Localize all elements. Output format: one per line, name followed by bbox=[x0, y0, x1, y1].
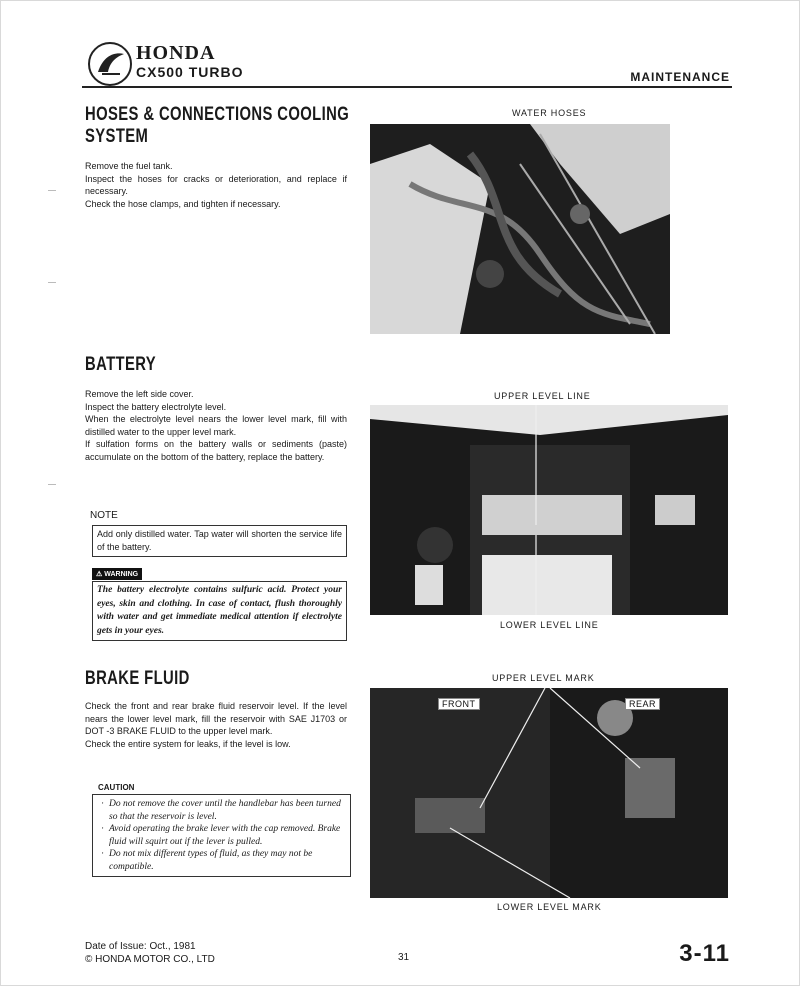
battery-body bbox=[85, 388, 347, 463]
header-rule bbox=[82, 86, 732, 88]
brake-body bbox=[85, 700, 347, 750]
model-name: CX500 TURBO bbox=[136, 64, 244, 80]
hoses-line: Check the hose clamps, and tighten if necessary. bbox=[85, 198, 281, 209]
lower-level-line-caption: LOWER LEVEL LINE bbox=[500, 620, 599, 630]
brake-para: Check the entire system for leaks, if the level is low. bbox=[85, 738, 291, 749]
upper-level-line-caption: UPPER LEVEL LINE bbox=[494, 391, 591, 401]
footer-info bbox=[85, 940, 215, 966]
honda-wing-logo-icon bbox=[88, 42, 132, 86]
margin-mark bbox=[48, 484, 56, 485]
hoses-body bbox=[85, 160, 347, 210]
water-hoses-photo bbox=[370, 124, 670, 334]
caution-box bbox=[92, 794, 351, 877]
upper-level-mark-caption: UPPER LEVEL MARK bbox=[492, 673, 595, 683]
hoses-heading-line2: SYSTEM bbox=[85, 126, 149, 147]
warning-icon: ⚠ bbox=[96, 571, 103, 578]
margin-mark bbox=[48, 190, 56, 191]
note-box: Add only distilled water. Tap water will shorten the service life of the battery. bbox=[92, 525, 347, 557]
caution-item-text: Avoid operating the brake lever with the cap removed. Brake fluid will squirt out if the lever is pulled. bbox=[109, 824, 341, 847]
battery-line: If sulfation forms on the battery walls or sediments (paste) accumulate on the bottom of the battery, replace the battery. bbox=[85, 439, 347, 462]
issue-date: Date of Issue: Oct., 1981 bbox=[85, 941, 196, 952]
battery-line: Inspect the battery electrolyte level. bbox=[85, 401, 227, 412]
warning-box: The battery electrolyte contains sulfuric acid. Protect your eyes, skin and clothing. In case of contact, flush thoroughly with water and get immediate medical attention if electrolyte gets in your eyes. bbox=[92, 581, 347, 641]
section-title: MAINTENANCE bbox=[630, 70, 730, 84]
caution-item: · Do not mix different types of fluid, as they may not be compatible. bbox=[101, 848, 346, 873]
water-hoses-caption: WATER HOSES bbox=[512, 108, 587, 118]
warning-label: WARNING bbox=[104, 571, 139, 578]
brake-para: Check the front and rear brake fluid reservoir level. If the level nears the lower level mark, fill the reservoir with SAE J1703 or DOT -3 BRAKE FLUID to the upper level mark. bbox=[85, 701, 347, 736]
front-label: FRONT bbox=[438, 698, 480, 710]
brand-name: HONDA bbox=[136, 42, 216, 64]
battery-line: When the electrolyte level nears the lower level mark, fill with distilled water to the upper level mark. bbox=[85, 414, 347, 437]
warning-tag bbox=[92, 568, 142, 580]
section-page-number: 3-11 bbox=[679, 940, 730, 967]
battery-line: Remove the left side cover. bbox=[85, 389, 194, 399]
hoses-heading-line1: HOSES & CONNECTIONS COOLING bbox=[85, 104, 350, 125]
hoses-line: Remove the fuel tank. bbox=[85, 161, 173, 171]
caution-item-text: Do not mix different types of fluid, as they may not be compatible. bbox=[109, 849, 313, 872]
note-label: NOTE bbox=[90, 510, 118, 521]
caution-label: CAUTION bbox=[98, 783, 135, 792]
copyright: © HONDA MOTOR CO., LTD bbox=[85, 954, 215, 965]
hoses-line: Inspect the hoses for cracks or deterioration, and replace if necessary. bbox=[85, 173, 347, 196]
lower-level-mark-caption: LOWER LEVEL MARK bbox=[497, 902, 602, 912]
battery-heading: BATTERY bbox=[85, 354, 157, 375]
caution-item: · Avoid operating the brake lever with the cap removed. Brake fluid will squirt out if the lever is pulled. bbox=[101, 823, 346, 848]
brake-heading: BRAKE FLUID bbox=[85, 668, 190, 689]
caution-item-text: Do not remove the cover until the handlebar has been turned so that the reservoir is level. bbox=[109, 799, 341, 822]
margin-mark bbox=[48, 282, 56, 283]
caution-item: · Do not remove the cover until the handlebar has been turned so that the reservoir is level. bbox=[101, 798, 346, 823]
rear-label: REAR bbox=[625, 698, 660, 710]
brake-photo bbox=[370, 688, 728, 898]
hoses-heading bbox=[85, 104, 349, 148]
battery-photo bbox=[370, 405, 728, 615]
page-number: 31 bbox=[398, 952, 410, 963]
